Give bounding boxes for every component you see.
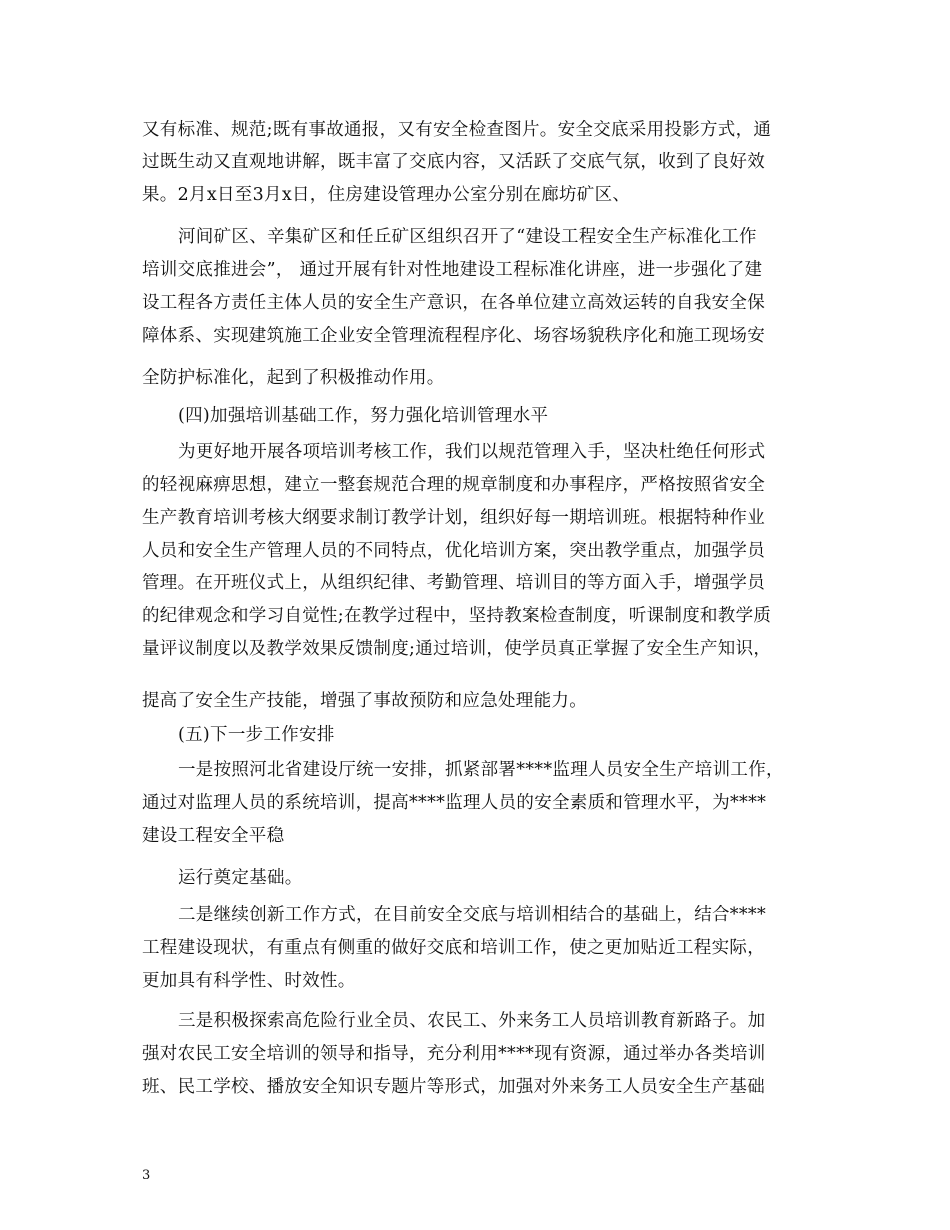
text-line: 班、民工学校、播放安全知识专题片等形式，加强对外来务工人员安全生产基础 bbox=[142, 1077, 765, 1097]
text-line: 强对农民工安全培训的领导和指导，充分利用****现有资源，通过举办各类培训 bbox=[142, 1044, 766, 1064]
text-line: 障体系、实现建筑施工企业安全管理流程程序化、场容场貌秩序化和施工现场安 bbox=[142, 326, 765, 346]
text-line: 为更好地开展各项培训考核工作，我们以规范管理入手，坚决杜绝任何形式 bbox=[178, 442, 766, 462]
text-line: 培训交底推进会”， 通过开展有针对性地建设工程标准化讲座，进一步强化了建 bbox=[142, 260, 763, 280]
text-line: 设工程各方责任主体人员的安全生产意识，在各单位建立高效运转的自我安全保 bbox=[142, 293, 765, 313]
section-heading: (四)加强培训基础工作，努力强化培训管理水平 bbox=[178, 406, 549, 426]
page-number: 3 bbox=[142, 1168, 151, 1183]
text-line: 提高了安全生产技能，增强了事故预防和应急处理能力。 bbox=[142, 691, 587, 711]
text-line: 过既生动又直观地讲解，既丰富了交底内容，又活跃了交底气氛，收到了良好效 bbox=[142, 152, 765, 172]
text-line: 生产教育培训考核大纲要求制订教学计划，组织好每一期培训班。根据特种作业 bbox=[142, 508, 765, 528]
text-line: 三是积极探索高危险行业全员、农民工、外来务工人员培训教育新路子。加 bbox=[178, 1011, 766, 1031]
text-line: 的纪律观念和学习自觉性;在教学过程中，坚持教案检查制度，听课制度和教学质 bbox=[142, 606, 772, 626]
text-line: 果。2月x日至3月x日，住房建设管理办公室分别在廊坊矿区、 bbox=[142, 185, 631, 205]
text-line: 又有标准、规范;既有事故通报，又有安全检查图片。安全交底采用投影方式，通 bbox=[142, 120, 772, 140]
text-line: 河间矿区、辛集矿区和任丘矿区组织召开了“建设工程安全生产标准化工作 bbox=[178, 227, 757, 247]
text-line: 工程建设现状，有重点有侧重的做好交底和培训工作，使之更加贴近工程实际， bbox=[142, 938, 765, 958]
text-line: 建设工程安全平稳 bbox=[142, 826, 285, 846]
text-line: 二是继续创新工作方式，在目前安全交底与培训相结合的基础上，结合**** bbox=[178, 905, 766, 925]
section-heading: (五)下一步工作安排 bbox=[178, 725, 335, 745]
text-line: 一是按照河北省建设厅统一安排，抓紧部署****监理人员安全生产培训工作， bbox=[178, 760, 784, 780]
text-line: 全防护标准化，起到了积极推动作用。 bbox=[142, 368, 445, 388]
text-line: 更加具有科学性、时效性。 bbox=[142, 971, 356, 991]
text-line: 人员和安全生产管理人员的不同特点，优化培训方案，突出教学重点，加强学员 bbox=[142, 541, 765, 561]
text-line: 通过对监理人员的系统培训，提高****监理人员的安全素质和管理水平，为**** bbox=[142, 793, 767, 813]
text-line: 的轻视麻痹思想，建立一整套规范合理的规章制度和办事程序，严格按照省安全 bbox=[142, 475, 765, 495]
text-line: 量评议制度以及教学效果反馈制度;通过培训，使学员真正掌握了安全生产知识， bbox=[142, 639, 772, 659]
text-line: 管理。在开班仪式上，从组织纪律、考勤管理、培训目的等方面入手，增强学员 bbox=[142, 573, 765, 593]
text-line: 运行奠定基础。 bbox=[178, 868, 303, 888]
